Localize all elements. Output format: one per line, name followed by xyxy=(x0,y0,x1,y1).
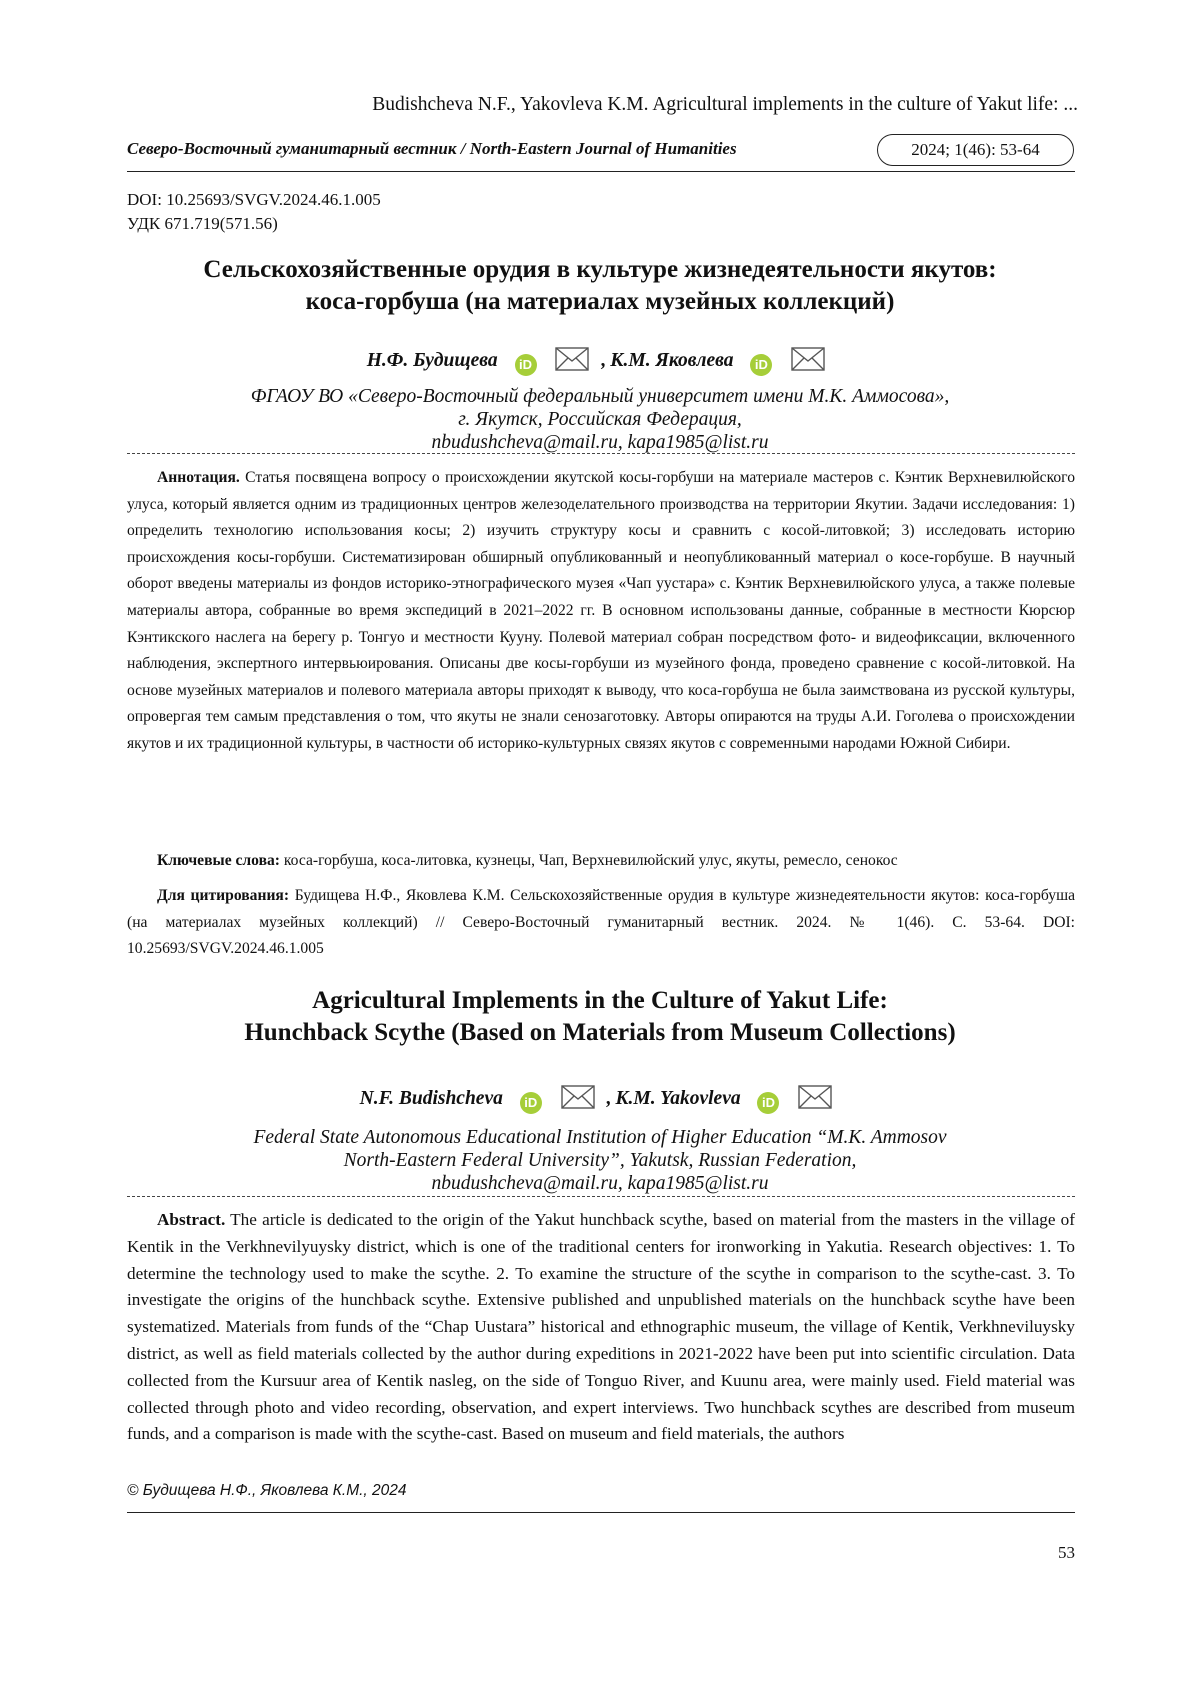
ru-title-line-2: коса-горбуша (на материалах музейных коллекций) xyxy=(305,288,895,315)
orcid-icon[interactable]: iD xyxy=(750,354,772,376)
mail-icon[interactable] xyxy=(555,347,589,371)
copyright: © Будищева Н.Ф., Яковлева К.М., 2024 xyxy=(127,1482,407,1499)
en-title xyxy=(0,985,1200,1049)
ru-abstract-text: Статья посвящена вопросу о происхождении якутской косы-горбуши на материале мастеров с. Кэнтик Верхневилюйского улуса, который является одним из традиционных центров железоделательного производства на территории Якутии. Задачи исследования: 1) определить технологию использования косы; 2) изучить структуру косы и сравнить с косой-литовкой; 3) исследовать историю происхождения косы-горбуши. Систематизирован обширный опубликованный и неопубликованный материал о косе-горбуше. В научный оборот введены материалы из фондов историко-этнографического музея «Чап уустара» с. Кэнтик Верхневилюйского улуса, а также полевые материалы автора, собранные во время экспедиций в 2021–2022 гг. В основном использованы данные, собранные в местности Кюрсюр Кэнтикского наслега на берегу р. Тонгуо и местности Кууну. Полевой материал собран посредством фото- и видеофиксации, включенного наблюдения, экспертного интервьюирования. Описаны две косы-горбуши из музейного фонда, проведено сравнение с косой-литовкой. На основе музейных материалов и полевого материала авторы приходят к выводу, что коса-горбуша не была заимствована из русской культуры, опровергая тем самым представления о том, что якуты не знали сенозаготовку. Авторы опираются на труды А.И. Гоголева о происхождении якутов и их традиционной культуры, в частности об историко-культурных связях якутов с современными народами Южной Сибири. xyxy=(127,469,1075,752)
issue-badge: 2024; 1(46): 53-64 xyxy=(877,134,1074,166)
orcid-icon[interactable]: iD xyxy=(515,354,537,376)
mail-icon[interactable] xyxy=(791,347,825,371)
ru-author-1: Н.Ф. Будищева xyxy=(366,350,498,371)
header-rule xyxy=(127,171,1075,172)
ru-citation xyxy=(127,883,1075,963)
ru-keywords xyxy=(127,848,1075,875)
ru-abstract-label: Аннотация. xyxy=(157,469,240,486)
en-affiliation xyxy=(0,1126,1200,1195)
ru-citation-label: Для цитирования: xyxy=(157,887,290,904)
en-emails[interactable]: nbudushcheva@mail.ru, kapa1985@list.ru xyxy=(431,1173,769,1194)
en-author-1: N.F. Budishcheva xyxy=(359,1088,503,1109)
en-abstract xyxy=(127,1207,1075,1448)
en-abstract-text: The article is dedicated to the origin of the Yakut hunchback scythe, based on material from the masters in the village of Kentik in the Verkhnevilyuysky district, which is one of the traditional centers for ironworking in Yakutia. Research objectives: 1. To determine the technology used to make the scythe. 2. To examine the structure of the scythe in comparison to the scythe-cast. 3. To investigate the origins of the hunchback scythe. Extensive published and unpublished materials on the hunchback scythe have been systematized. Materials from funds of the “Chap Uustara” historical and ethnographic museum, the village of Kentik, Verkhneviluysky district, as well as field materials collected by the author during expeditions in 2021-2022 have been put into scientific circulation. Data collected from the Kursuur area of Kentik nasleg, on the side of Tonguo River, and Kuunu area, were mainly used. Field material was collected through photo and video recording, observation, and expert interviews. Two hunchback scythes are described from museum funds, and a comparison is made with the scythe-cast. Based on museum and field materials, the authors xyxy=(127,1210,1075,1444)
orcid-icon[interactable]: iD xyxy=(757,1092,779,1114)
ru-title xyxy=(0,254,1200,318)
doi: DOI: 10.25693/SVGV.2024.46.1.005 xyxy=(127,190,381,209)
ru-keywords-label: Ключевые слова: xyxy=(157,852,280,869)
dashed-divider xyxy=(127,1196,1075,1197)
ru-abstract xyxy=(127,465,1075,758)
page-number: 53 xyxy=(1058,1543,1075,1562)
footer-rule xyxy=(127,1512,1075,1513)
en-affiliation-line-1: Federal State Autonomous Educational Institution of Higher Education “M.K. Ammosov xyxy=(253,1127,947,1148)
mail-icon[interactable] xyxy=(798,1085,832,1109)
ru-citation-text: Будищева Н.Ф., Яковлева К.М. Сельскохозяйственные орудия в культуре жизнедеятельности якутов: коса-горбуша (на материалах музейных коллекций) // Северо-Восточный гуманитарный вестник. 2024. № 1(46). С. 53-64. DOI: 10.25693/SVGV.2024.46.1.005 xyxy=(127,887,1075,958)
udk: УДК 671.719(571.56) xyxy=(127,214,278,233)
ru-affiliation xyxy=(0,385,1200,454)
ru-affiliation-line-1: ФГАОУ ВО «Северо-Восточный федеральный университет имени М.К. Аммосова», xyxy=(250,386,950,407)
en-authors: N.F. Budishcheva iD , K.M. Yakovleva iD xyxy=(0,1085,1200,1114)
ru-keywords-text: коса-горбуша, коса-литовка, кузнецы, Чап, Верхневилюйский улус, якуты, ремесло, сенокос xyxy=(280,852,898,869)
en-title-line-1: Agricultural Implements in the Culture of Yakut Life: xyxy=(312,987,888,1014)
en-abstract-label: Abstract. xyxy=(157,1210,226,1229)
dashed-divider xyxy=(127,453,1075,454)
ru-title-line-1: Сельскохозяйственные орудия в культуре жизнедеятельности якутов: xyxy=(203,256,997,283)
orcid-icon[interactable]: iD xyxy=(520,1092,542,1114)
ru-author-2: К.М. Яковлева xyxy=(610,350,734,371)
en-affiliation-line-2: North-Eastern Federal University”, Yakutsk, Russian Federation, xyxy=(343,1150,857,1171)
journal-title: Северо-Восточный гуманитарный вестник / North-Eastern Journal of Humanities xyxy=(127,139,737,158)
mail-icon[interactable] xyxy=(561,1085,595,1109)
ru-affiliation-line-2: г. Якутск, Российская Федерация, xyxy=(458,409,742,430)
ru-authors: Н.Ф. Будищева iD , К.М. Яковлева iD xyxy=(0,347,1200,376)
running-head: Budishcheva N.F., Yakovleva K.M. Agricultural implements in the culture of Yakut life: ... xyxy=(372,94,1078,115)
en-author-2: K.M. Yakovleva xyxy=(615,1088,741,1109)
ru-emails[interactable]: nbudushcheva@mail.ru, kapa1985@list.ru xyxy=(431,432,769,453)
en-title-line-2: Hunchback Scythe (Based on Materials from Museum Collections) xyxy=(244,1019,956,1046)
